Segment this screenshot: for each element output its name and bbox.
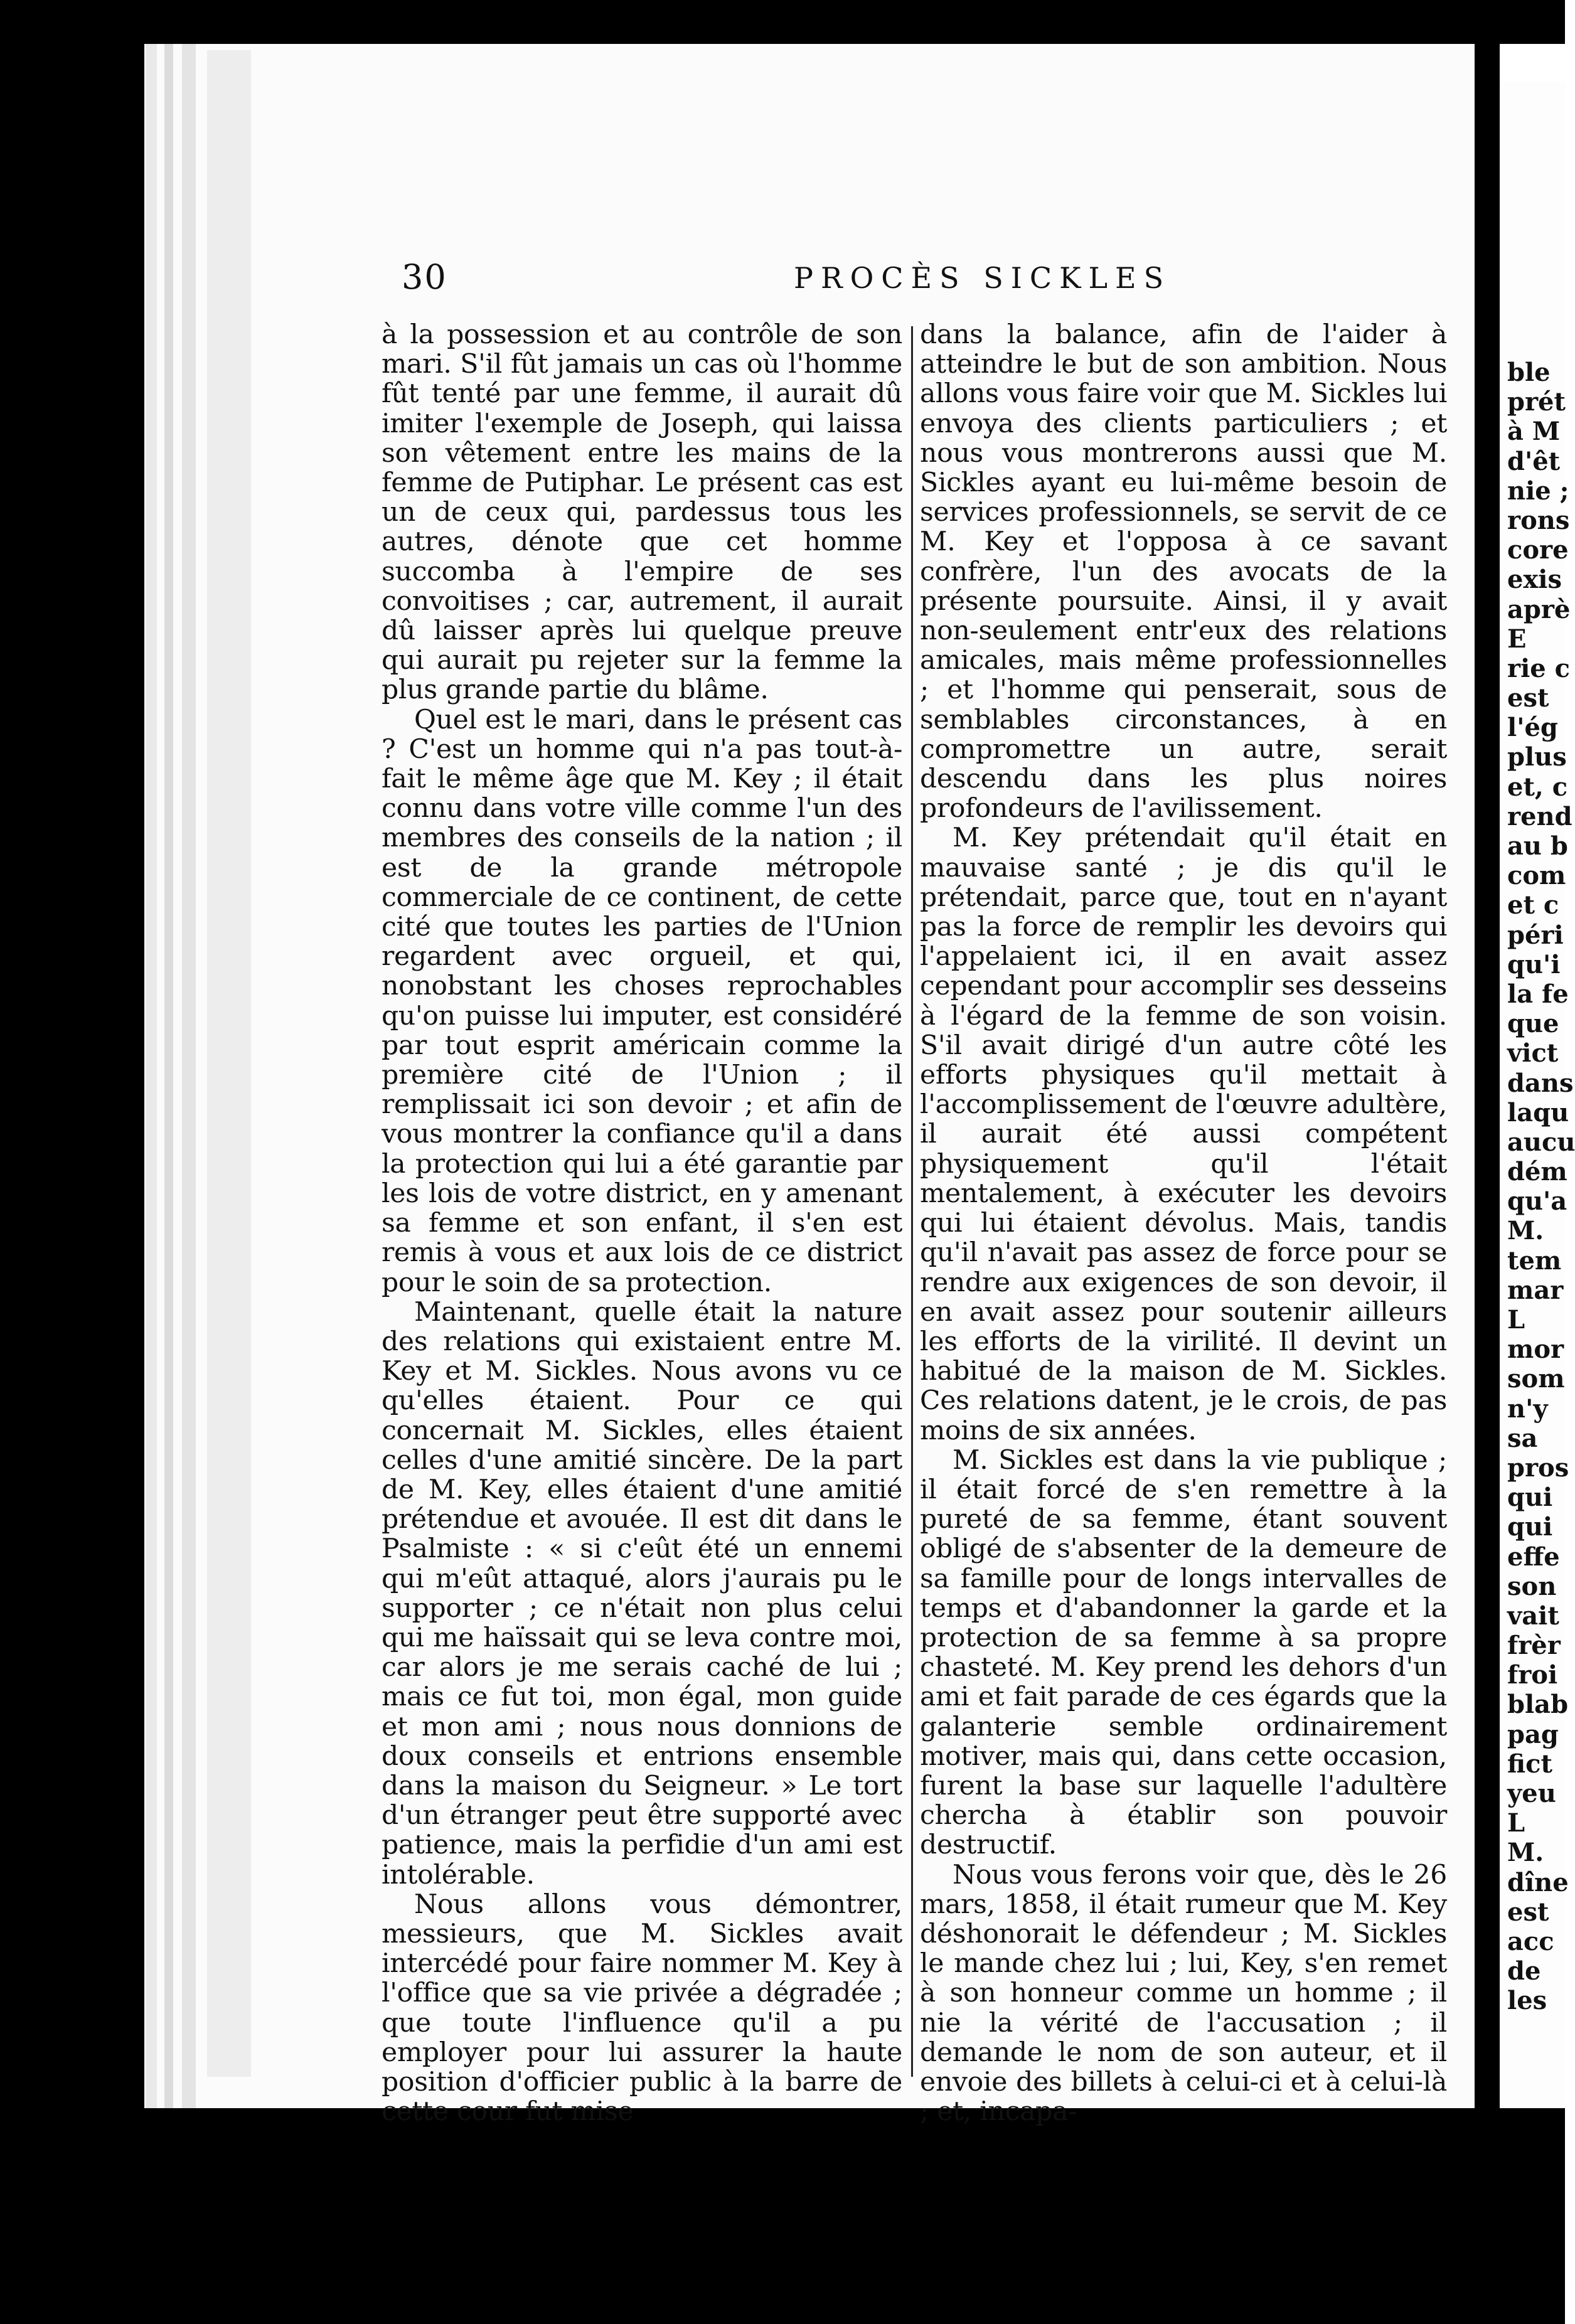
facing-page-line: prét <box>1507 387 1566 417</box>
facing-page-line: dém <box>1507 1157 1567 1187</box>
right-column <box>920 320 1447 2126</box>
scan-border-left <box>0 0 144 2324</box>
facing-page-line: n'y <box>1507 1394 1548 1424</box>
facing-page-line: la fe <box>1507 979 1569 1009</box>
facing-page-line: dans <box>1507 1068 1574 1098</box>
facing-page-line: acc <box>1507 1926 1554 1956</box>
facing-page-line: yeu <box>1507 1779 1556 1808</box>
facing-page-line: et, c <box>1507 772 1568 802</box>
facing-page-line: qu'a <box>1507 1186 1567 1217</box>
facing-page-line: rons <box>1507 505 1570 535</box>
facing-page-line: vict <box>1507 1038 1559 1069</box>
facing-page-line: qu'i <box>1507 949 1561 979</box>
facing-page-line: sa <box>1507 1423 1538 1453</box>
scan-border-bottom <box>0 2108 1565 2324</box>
facing-page-line: tem <box>1507 1245 1562 1276</box>
facing-page-line: au b <box>1507 831 1568 861</box>
paragraph: dans la balance, afin de l'aider à atteindre le but de son ambition. Nous allons vous faire voir que M. Sickles lui envoya des clients particuliers ; et nous vous montrerons aussi que M. Sickles ayant eu lui-même besoin de services professionnels, se servit de ce M. Key et l'opposa à ce savant confrère, l'un des avocats de la présente poursuite. Ainsi, il y avait non-seulement entr'eux des relations amicales, mais même professionnelles ; et l'homme qui penserait, sous de semblables circonstances, à en compromettre un autre, serait descendu dans les plus noires profondeurs de l'avilissement. <box>920 319 1447 824</box>
paragraph: M. Key prétendait qu'il était en mauvaise santé ; je dis qu'il le prétendait, parce que, tout en n'ayant pas la force de remplir les devoirs qui l'appelaient ici, il en avait assez cependant pour accomplir ses desseins à l'égard de la femme de son voisin. S'il avait dirigé d'un autre côté les efforts physiques qu'il mettait à l'accomplissement de l'œuvre adultère, il aurait été aussi compétent physiquement qu'il l'était mentalement, à exécuter les devoirs qui lui étaient dévolus. Mais, tandis qu'il n'avait pas assez de force pour se rendre aux exigences de son devoir, il en avait assez pour soutenir ailleurs les efforts de la virilité. Il devint un habitué de la maison de M. Sickles. Ces relations datent, je le crois, de pas moins de six années. <box>920 823 1447 1446</box>
facing-page-line: dîne <box>1507 1867 1569 1897</box>
facing-page-line: M. <box>1507 1216 1544 1246</box>
facing-page-line: froi <box>1507 1660 1558 1690</box>
facing-page-line: vait <box>1507 1601 1559 1631</box>
facing-page-line: qui <box>1507 1512 1553 1542</box>
facing-page-line: com <box>1507 861 1566 891</box>
facing-page-line: L <box>1507 1305 1525 1335</box>
facing-page-line: rie c <box>1507 653 1570 683</box>
facing-page-line: pros <box>1507 1452 1569 1483</box>
left-column <box>382 320 902 2126</box>
scan-border-right <box>1475 44 1500 2108</box>
facing-page-line: de <box>1507 1956 1541 1986</box>
scan-border-top <box>0 0 1565 44</box>
facing-page-line: nie ; <box>1507 476 1569 506</box>
facing-page-line: effe <box>1507 1542 1560 1572</box>
facing-page-line: frèr <box>1507 1631 1561 1661</box>
running-title: PROCÈS SICKLES <box>794 261 1172 295</box>
facing-page-line: est <box>1507 683 1549 713</box>
facing-page-line: son <box>1507 1571 1557 1601</box>
facing-page-line: E <box>1507 624 1527 654</box>
facing-page-line: ble <box>1507 358 1551 387</box>
gutter-shadow <box>207 50 251 2077</box>
facing-page-line: mar <box>1507 1275 1564 1305</box>
facing-page-line: d'êt <box>1507 446 1561 476</box>
paragraph: Nous vous ferons voir que, dès le 26 mars, 1858, il était rumeur que M. Key déshonorait le défendeur ; M. Sickles le mande chez lui ; lui, Key, s'en remet à son honneur comme un homme ; il nie la vérité de l'accusation ; il demande le nom de son auteur, et il envoie des billets à celui-ci et à celui-là ; et, incapa- <box>920 1859 1447 2128</box>
paragraph: M. Sickles est dans la vie publique ; il était forcé de s'en remettre à la pureté de sa femme, étant souvent obligé de s'absenter de la demeure de sa famille pour de longs intervalles de temps et d'abandonner la garde et la protection de sa femme à sa propre chasteté. M. Key prend les dehors d'un ami et fait parade de ces égards que la galanterie semble ordinairement motiver, mais qui, dans cette occasion, furent la base sur laquelle l'adultère chercha à établir son pouvoir destructif. <box>920 1444 1447 1861</box>
facing-page-line: L <box>1507 1808 1525 1838</box>
facing-page-line: et c <box>1507 890 1559 920</box>
facing-page-line: exis <box>1507 565 1562 595</box>
paragraph: Quel est le mari, dans le présent cas ? C'est un homme qui n'a pas tout-à-fait le même âge que M. Key ; il était connu dans votre ville comme l'un des membres des conseils de la nation ; il est de la grande métropole commerciale de ce continent, de cette cité que toutes les parties de l'Union regardent avec orgueil, et qui, nonobstant les choses reprochables qu'on puisse lui imputer, est considéré par tout esprit américain comme la première cité de l'Union ; il remplissait ici son devoir ; et afin de vous montrer la confiance qu'il a dans la protection qui lui a été garantie par les lois de votre district, en y amenant sa femme et son enfant, il s'en est remis à vous et aux lois de ce district pour le soin de sa protection. <box>382 704 902 1298</box>
facing-page-line: l'ég <box>1507 713 1558 743</box>
page-edge-strip <box>182 44 196 2108</box>
facing-page-line: core <box>1507 535 1569 565</box>
facing-page-line: aucu <box>1507 1127 1575 1157</box>
facing-page-line: blab <box>1507 1690 1569 1720</box>
paragraph: Nous allons vous démontrer, messieurs, que M. Sickles avait intercédé pour faire nommer M. Key à l'office que sa vie privée a dégradée ; que toute l'influence qu'il a pu employer pour lui assurer la haute position d'officier public à la barre de cette cour fut mise <box>382 1889 902 2128</box>
facing-page-line: laqu <box>1507 1097 1569 1127</box>
facing-page-line: M. <box>1507 1838 1544 1868</box>
page-edge-strip <box>146 44 157 2108</box>
facing-page-line: péri <box>1507 920 1564 950</box>
facing-page-line: aprè <box>1507 594 1571 624</box>
paragraph: à la possession et au contrôle de son mari. S'il fût jamais un cas où l'homme fût tenté par une femme, il aurait dû imiter l'exemple de Joseph, qui laissa son vêtement entre les mains de la femme de Putiphar. Le présent cas est un de ceux qui, pardessus tous les autres, dénote que cet homme succomba à l'empire de ses convoitises ; car, autrement, il aurait dû laisser après lui quelque preuve qui aurait pu rejeter sur la femme la plus grande partie du blâme. <box>382 319 902 706</box>
facing-page-line: som <box>1507 1364 1565 1394</box>
facing-page-line: à M <box>1507 417 1561 447</box>
paragraph: Maintenant, quelle était la nature des relations qui existaient entre M. Key et M. Sickles. Nous avons vu ce qu'elles étaient. Pour ce qui concernait M. Sickles, elles étaient celles d'une amitié sincère. De la part de M. Key, elles étaient d'une amitié prétendue et avouée. Il est dit dans le Psalmiste : « si c'eût été un ennemi qui m'eût attaqué, alors j'aurais pu le supporter ; ce n'était non plus celui qui me haïssait qui se leva contre moi, car alors je me serais caché de lui ; mais ce fut toi, mon égal, mon guide et mon ami ; nous nous donnions de doux conseils et entrions ensemble dans la maison du Seigneur. » Le tort d'un étranger peut être supporté avec patience, mais la perfidie d'un ami est intolérable. <box>382 1296 902 1890</box>
facing-page-line: pag <box>1507 1719 1559 1749</box>
facing-page-line: plus <box>1507 742 1567 772</box>
facing-page-line: les <box>1507 1986 1547 2016</box>
page-number: 30 <box>402 257 447 297</box>
facing-page-line: rend <box>1507 801 1572 831</box>
page-edge-strip <box>164 44 173 2108</box>
facing-page-line: est <box>1507 1897 1549 1927</box>
facing-page-line: mor <box>1507 1335 1564 1365</box>
column-divider <box>911 326 913 2077</box>
facing-page-line: que <box>1507 1009 1559 1039</box>
facing-page-line: fict <box>1507 1749 1552 1779</box>
facing-page-line: qui <box>1507 1483 1553 1513</box>
facing-page-text <box>1507 358 1575 2016</box>
